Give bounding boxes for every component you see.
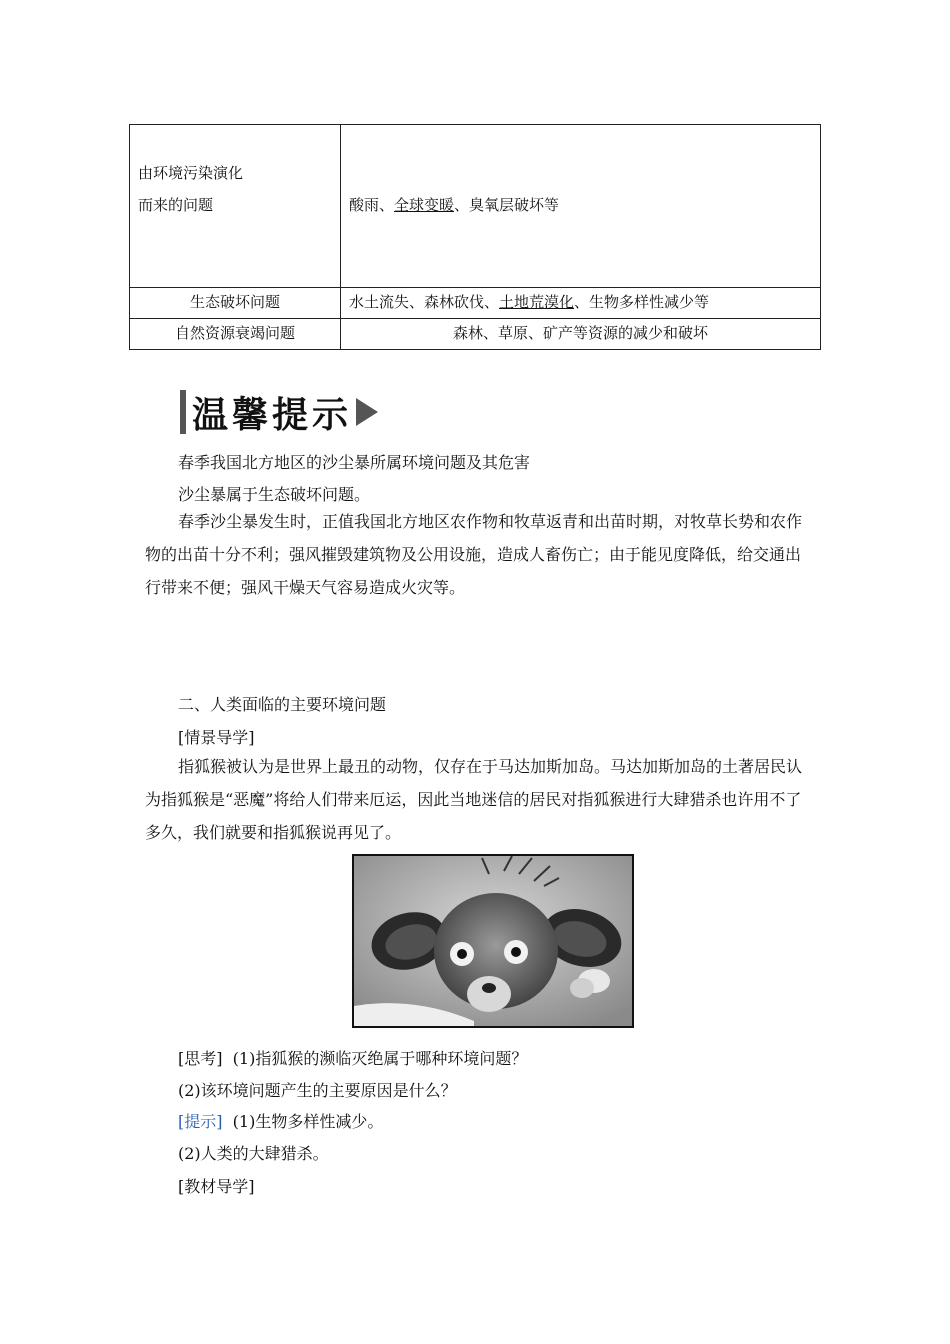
category-cell: 自然资源衰竭问题	[130, 319, 341, 350]
hint-answer-1: (1)生物多样性减少。	[232, 1112, 384, 1131]
intro-label: [情景导学]	[178, 728, 255, 747]
tip-title: 温馨提示	[192, 394, 353, 436]
aye-aye-image	[354, 856, 632, 1026]
tip-heading	[180, 388, 378, 436]
category-text-line1: 由环境污染演化	[138, 164, 244, 182]
think-line-1	[178, 1046, 527, 1069]
aye-aye-photo	[352, 854, 634, 1028]
environment-problems-table	[129, 124, 821, 350]
examples-cell	[341, 125, 821, 288]
think-question-1: (1)指狐猴的濒临灭绝属于哪种环境问题？	[232, 1049, 528, 1068]
think-label: [思考]	[178, 1049, 223, 1068]
tip-answer: 沙尘暴属于生态破坏问题。	[178, 485, 371, 504]
category-cell: 生态破坏问题	[130, 288, 341, 319]
examples-text: 酸雨、	[349, 196, 395, 215]
tip-paragraph: 春季沙尘暴发生时，正值我国北方地区农作物和牧草返青和出苗时期，对牧草长势和农作物的出苗十分不利；强风摧毁建筑物及公用设施，造成人畜伤亡；由于能见度降低，给交通出行带来不便；强风干燥天气容易造成火灾等。	[145, 512, 803, 597]
table-row	[130, 319, 821, 350]
category-cell	[130, 125, 341, 288]
tip-bar-decoration	[180, 390, 186, 434]
section-title: 二、人类面临的主要环境问题	[178, 695, 387, 714]
textbook-label: [教材导学]	[178, 1177, 255, 1196]
examples-underlined-term: 土地荒漠化	[499, 293, 575, 312]
hint-answer-2: (2)人类的大肆猎杀。	[178, 1144, 329, 1163]
category-text-line2: 而来的问题	[138, 196, 214, 214]
hint-label: [提示]	[178, 1112, 223, 1131]
examples-text: 、臭氧层破坏等	[454, 196, 560, 215]
hint-line-1	[178, 1109, 383, 1132]
tip-question: 春季我国北方地区的沙尘暴所属环境问题及其危害	[178, 453, 531, 472]
intro-paragraph: 指狐猴被认为是世界上最丑的动物，仅存在于马达加斯加岛。马达加斯加岛的土著居民认为指狐猴是“恶魔”将给人们带来厄运，因此当地迷信的居民对指狐猴进行大肆猎杀也许用不了多久，我们就要和指狐猴说再见了。	[145, 757, 803, 842]
table-row	[130, 125, 821, 288]
table-row	[130, 288, 821, 319]
examples-text: 、生物多样性减少等	[574, 293, 710, 312]
play-arrow-icon	[356, 398, 378, 426]
think-question-2: (2)该环境问题产生的主要原因是什么？	[178, 1081, 457, 1100]
examples-cell: 森林、草原、矿产等资源的减少和破坏	[341, 319, 821, 350]
examples-cell	[341, 288, 821, 319]
examples-text: 水土流失、森林砍伐、	[349, 293, 500, 312]
examples-underlined-term: 全球变暖	[394, 196, 455, 215]
